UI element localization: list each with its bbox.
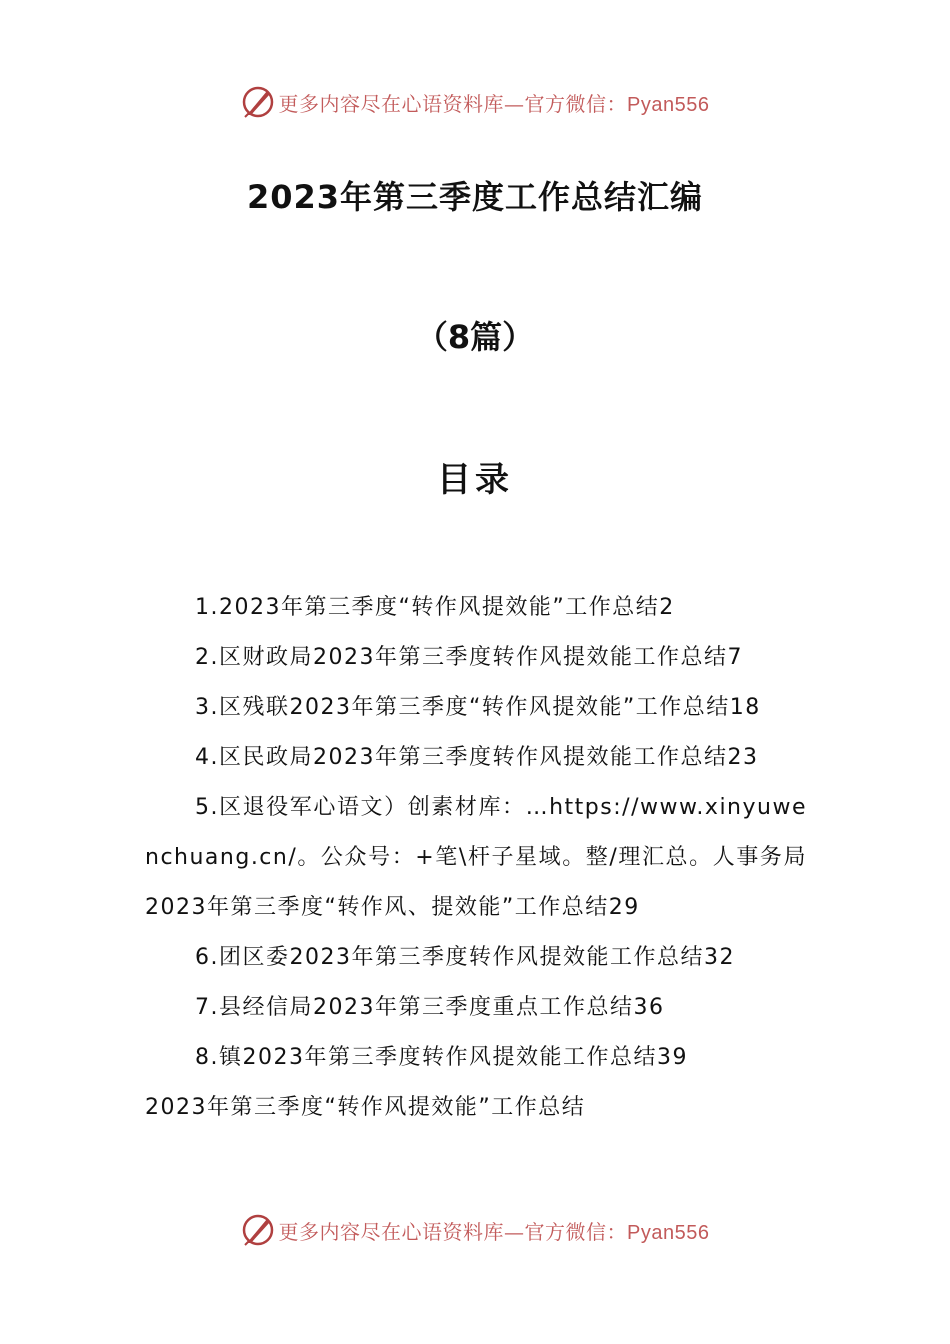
quill-pen-logo-icon bbox=[241, 1213, 275, 1247]
banner-text bbox=[279, 88, 710, 117]
toc-item[interactable]: 6.团区委2023年第三季度转作风提效能工作总结32 bbox=[195, 945, 735, 970]
toc-item[interactable]: 7.县经信局2023年第三季度重点工作总结36 bbox=[195, 995, 665, 1020]
toc-item[interactable]: 5.区退役军心语文）创素材库：…https://www.xinyuwenchuang.cn/。公众号：+笔\杆子星域。整/理汇总。人事务局2023年第三季度“转作风、提效能”工作总结29 bbox=[145, 795, 807, 920]
header-banner bbox=[0, 82, 950, 122]
first-article-title: 2023年第三季度“转作风提效能”工作总结 bbox=[145, 1095, 586, 1120]
quill-pen-logo-icon bbox=[241, 85, 275, 119]
banner-text bbox=[279, 1216, 710, 1245]
toc-item[interactable]: 4.区民政局2023年第三季度转作风提效能工作总结23 bbox=[195, 745, 759, 770]
toc-item[interactable]: 2.区财政局2023年第三季度转作风提效能工作总结7 bbox=[195, 645, 743, 670]
footer-banner bbox=[0, 1210, 950, 1250]
toc-item[interactable]: 1.2023年第三季度“转作风提效能”工作总结2 bbox=[195, 595, 675, 620]
toc-item[interactable]: 8.镇2023年第三季度转作风提效能工作总结39 bbox=[195, 1045, 688, 1070]
banner-slogan: 更多内容尽在心语资料库—官方微信： bbox=[278, 1219, 628, 1244]
article-count: （8篇） bbox=[415, 318, 535, 356]
table-of-contents bbox=[145, 583, 807, 1133]
toc-item[interactable]: 3.区残联2023年第三季度“转作风提效能”工作总结18 bbox=[195, 695, 761, 720]
banner-slogan: 更多内容尽在心语资料库—官方微信： bbox=[278, 91, 628, 116]
banner-wechat-id: Pyan556 bbox=[627, 93, 710, 116]
banner-wechat-id: Pyan556 bbox=[627, 1221, 710, 1244]
document-title: 2023年第三季度工作总结汇编 bbox=[246, 178, 704, 216]
toc-heading: 目录 bbox=[437, 460, 513, 500]
